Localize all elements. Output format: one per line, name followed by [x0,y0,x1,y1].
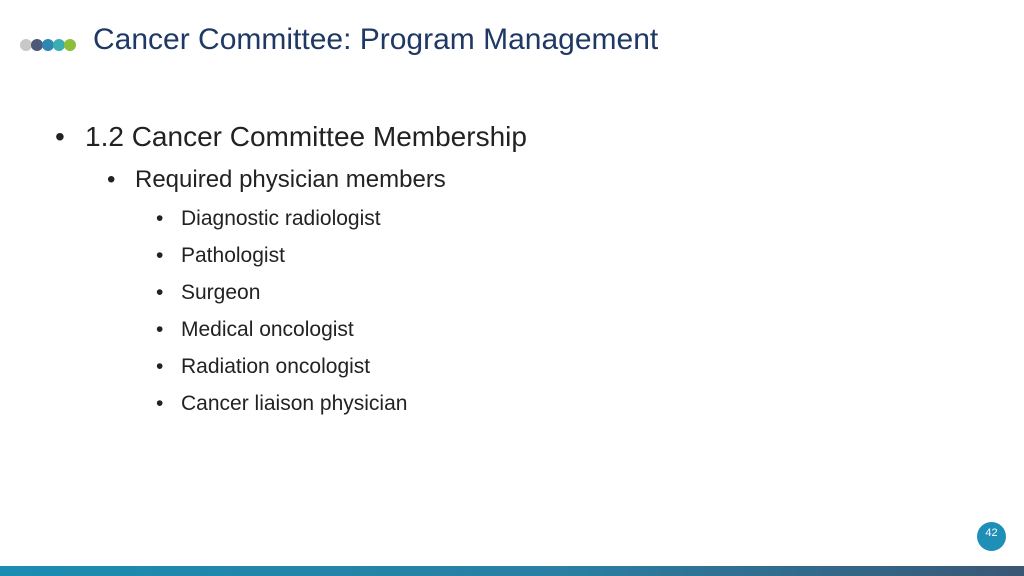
member-diagnostic-radiologist: Diagnostic radiologist [181,207,381,230]
member-radiation-oncologist: Radiation oncologist [181,355,371,378]
bullet-icon: • [156,207,164,230]
bullet-icon: • [156,355,164,378]
bullet-level3-item [156,204,381,234]
bullet-level3-item [156,315,354,345]
bullet-icon: • [107,166,116,193]
decorative-dot-icon [64,39,76,51]
bullet-icon: • [156,318,164,341]
member-pathologist: Pathologist [181,244,285,267]
bullet-level2-item [107,163,446,197]
slide-title: Cancer Committee: Program Management [93,23,659,56]
bullet-level3-item [156,352,370,382]
footer-accent-bar [0,566,1024,576]
bullet-icon: • [156,281,164,304]
bullet-level1-item [55,117,527,157]
member-cancer-liaison-physician: Cancer liaison physician [181,392,408,415]
member-surgeon: Surgeon [181,281,261,304]
page-number-badge: 42 [977,522,1006,551]
bullet-icon: • [156,244,164,267]
bullet-level3-item [156,278,260,308]
bullet-level3-item [156,389,407,419]
bullet-level2-text: Required physician members [135,166,446,193]
title-dots-decoration [20,38,75,52]
bullet-icon: • [156,392,164,415]
bullet-level3-item [156,241,285,271]
bullet-icon: • [55,121,65,152]
bullet-level1-text: 1.2 Cancer Committee Membership [85,121,527,152]
member-medical-oncologist: Medical oncologist [181,318,354,341]
